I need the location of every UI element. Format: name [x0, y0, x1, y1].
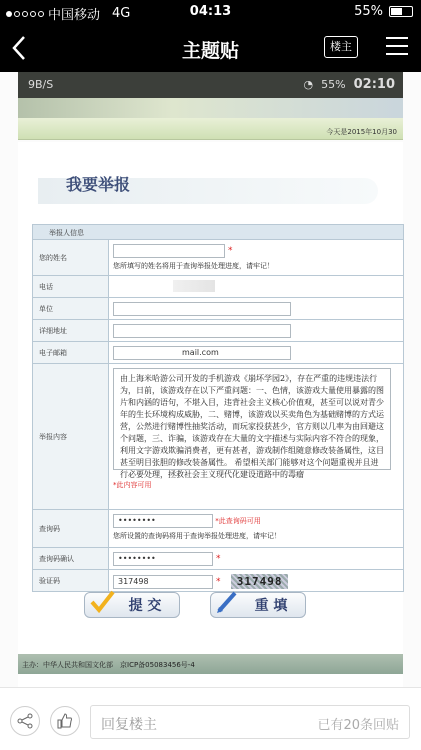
content-textarea[interactable]: 由上海米哈游公司开发的手机游戏《崩坏学园2》，存在严重的违规违法行为，日前，该游戏存在以下严重问题：一、色情，该游戏大量使用暴露的图片和内涵的语句，不堪入目，违背社会主义核心价值观，甚至可以说对青少年的生长环境构成威胁，二、赌博，该游戏以买卖角色为基础赌博的方式运营，公然进行赌博性抽奖活动，而玩家投获甚少，官方则以几率为由回避这个问题，三、诈骗，该游戏存在大量的文字描述与实际内容不符合的现象，利用文字游戏欺骗消费者，更有甚者，游戏制作组随意修改装备属性，这目甚至明目张胆的修改装备属性。 希望相关部门能够对这个问题重视并且进行必要处理，拯救社会主义现代化建设道路中的毒瘤	[113, 368, 391, 470]
name-input[interactable]	[113, 244, 225, 258]
confirm-input[interactable]: ••••••••	[113, 552, 213, 566]
name-label: 您的姓名	[33, 240, 109, 275]
reset-button[interactable]	[210, 592, 306, 618]
email-row	[33, 341, 403, 363]
query-row	[33, 509, 403, 547]
name-hint: 您所填写的姓名将用于查询举报处理进度，请牢记！	[113, 262, 274, 270]
content-row	[33, 363, 403, 509]
reply-input[interactable]	[90, 705, 410, 739]
phone-input[interactable]	[173, 280, 215, 292]
site-footer: 主办：中华人民共和国文化部 京ICP备05083456号-4	[18, 654, 403, 674]
query-label: 查询码	[33, 510, 109, 547]
content-label: 举报内容	[33, 364, 109, 509]
page-title: 主题贴	[181, 40, 239, 62]
site-banner	[18, 98, 403, 118]
report-heading	[38, 164, 358, 202]
phone-row	[33, 275, 403, 297]
share-icon	[17, 713, 33, 729]
carrier-name: 中国移动	[48, 8, 101, 23]
query-hint: 您所设置的查询码将用于查询举报处理进度，请牢记！	[113, 532, 281, 540]
reset-label: 重 填	[254, 598, 288, 614]
report-title: 我要举报	[66, 175, 131, 194]
org-input[interactable]	[113, 302, 291, 316]
address-row	[33, 319, 403, 341]
battery-area	[354, 4, 413, 19]
pencil-icon	[215, 589, 241, 615]
submit-button[interactable]	[84, 592, 180, 618]
address-input[interactable]	[113, 324, 291, 338]
battery-icon	[389, 6, 413, 17]
captcha-input[interactable]: 317498	[113, 575, 213, 589]
confirm-label: 查询码确认	[33, 548, 109, 569]
checkmark-icon	[89, 589, 115, 615]
embedded-status-bar	[18, 72, 403, 98]
share-button[interactable]	[10, 706, 40, 736]
captcha-row: 验证码 317498 * 317498	[33, 569, 403, 591]
battery-percent: 55%	[354, 4, 383, 19]
query-input[interactable]: ••••••••	[113, 514, 213, 528]
content-note: *此内容可用	[113, 481, 152, 489]
org-label: 单位	[33, 298, 109, 319]
embedded-battery: 55%	[321, 78, 346, 91]
reply-count: 已有20条回贴	[317, 718, 399, 733]
name-row: 您的姓名 * 您所填写的姓名将用于查询举报处理进度，请牢记！	[33, 239, 403, 275]
like-button[interactable]	[50, 706, 80, 736]
post-content	[0, 72, 421, 687]
reply-placeholder: 回复楼主	[101, 717, 157, 733]
embedded-wifi-icon: ◔	[303, 78, 314, 91]
report-form	[32, 224, 404, 592]
confirm-row: 查询码确认 •••••••• *	[33, 547, 403, 569]
address-label: 详细地址	[33, 320, 109, 341]
email-label: 电子邮箱	[33, 342, 109, 363]
form-buttons	[84, 592, 306, 618]
captcha-image[interactable]: 317498	[231, 574, 289, 589]
embedded-speed: 9B/S	[28, 78, 54, 91]
email-input[interactable]: mail.com	[113, 346, 291, 360]
bottom-bar	[0, 687, 421, 750]
captcha-label: 验证码	[33, 570, 109, 591]
org-row	[33, 297, 403, 319]
embedded-time: 02:10	[353, 77, 395, 92]
owner-only-button[interactable]: 楼主	[324, 36, 358, 58]
status-bar	[0, 0, 421, 24]
section-title: 举报人信息	[33, 225, 403, 239]
site-date: 今天是2015年10月30	[326, 128, 397, 136]
query-note: *此查询码可用	[215, 517, 261, 525]
hamburger-menu-icon[interactable]	[386, 37, 408, 57]
clock: 04:13	[189, 4, 232, 19]
thumbs-up-icon	[57, 713, 73, 729]
submit-label: 提 交	[128, 598, 162, 614]
nav-bar	[0, 24, 421, 72]
phone-label: 电话	[33, 276, 109, 297]
network-type: 4G	[112, 6, 131, 21]
